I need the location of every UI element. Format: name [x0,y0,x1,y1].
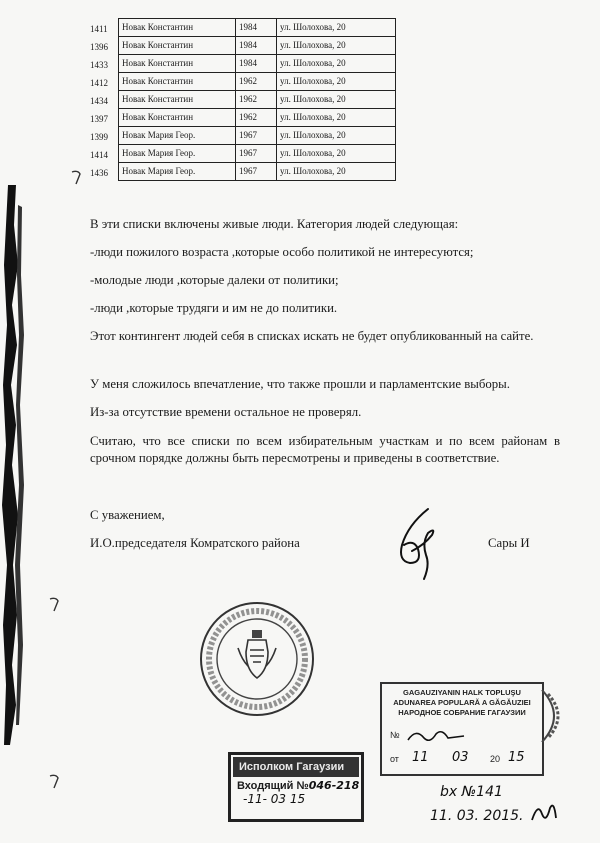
signatory-position: И.О.председателя Комратского района [90,536,300,550]
table-row [86,19,396,37]
closing-regards: С уважением, [90,508,165,522]
row-number: 1434 [86,91,119,109]
birth-year: 1962 [236,91,277,109]
row-number: 1433 [86,55,119,73]
row-number: 1397 [86,109,119,127]
row-number: 1399 [86,127,119,145]
paragraph-no-time: Из-за отсутствие времени остальное не проверял. [90,405,362,419]
table-row [86,145,396,163]
birth-year: 1962 [236,109,277,127]
table-row [86,73,396,91]
paragraph-parliament: У меня сложилось впечатление, что также прошли и парламентские выборы. [90,377,510,391]
voter-address: ул. Шолохова, 20 [277,109,396,127]
stamp-number-label: № [390,730,400,740]
executive-incoming-stamp [228,752,364,822]
stamp-executive-header: Исполком Гагаузии [233,757,359,777]
handwritten-note: bx №141 [440,784,503,800]
stamp-line-romanian: ADUNAREA POPULARĂ A GĂGĂUZIEI [393,698,531,707]
row-number: 1412 [86,73,119,91]
voter-name: Новак Константин [119,55,236,73]
handwritten-signature [388,505,448,585]
voter-address: ул. Шолохова, 20 [277,127,396,145]
birth-year: 1967 [236,145,277,163]
margin-mark [70,168,84,188]
row-number: 1414 [86,145,119,163]
birth-year: 1967 [236,127,277,145]
birth-year: 1984 [236,55,277,73]
row-number: 1396 [86,37,119,55]
voter-name: Новак Мария Геор. [119,163,236,181]
handwritten-initials [528,800,560,826]
stamp-month: 03 [452,750,469,765]
voter-name: Новак Константин [119,91,236,109]
voter-address: ул. Шолохова, 20 [277,37,396,55]
table-row [86,55,396,73]
voter-name: Новак Мария Геор. [119,145,236,163]
table-row [86,127,396,145]
stamp-incoming-number: 046-218 [308,779,360,792]
birth-year: 1967 [236,163,277,181]
paragraph-workers: -люди ,которые трудяги и им не до политики. [90,301,338,315]
birth-year: 1984 [236,37,277,55]
voter-address: ул. Шолохова, 20 [277,91,396,109]
stamp-line-gagauz: GAGAUZIYANIN HALK TOPLUŞU [403,688,521,697]
margin-mark [48,595,62,615]
stamp-incoming-date: -11- 03 15 [243,792,306,806]
table-row [86,91,396,109]
stamp-from-label: от [390,754,399,764]
voter-name: Новак Константин [119,19,236,37]
paragraph-contingent: Этот контингент людей себя в списках искать не будет опубликованный на сайте. [90,329,534,343]
paragraph-young: -молодые люди ,которые далеки от политики; [90,273,339,287]
assembly-registration-stamp [380,682,544,776]
voter-name: Новак Константин [119,37,236,55]
voter-address: ул. Шолохова, 20 [277,19,396,37]
paragraph-conclusion: Считаю, что все списки по всем избирательным участкам и по всем районам в срочном порядке должны быть пересмотрены и приведены в соответствие. [90,434,560,465]
stamp-incoming-label: Входящий № [237,780,309,792]
voter-list-table [86,18,396,181]
paragraph-elderly: -люди пожилого возраста ,которые особо политикой не интересуются; [90,245,474,259]
scan-edge-shadow [0,185,30,745]
paragraph-categories: В эти списки включены живые люди. Категория людей следующая: [90,217,459,231]
row-number: 1436 [86,163,119,181]
stamp-year-prefix: 20 [490,754,501,764]
voter-address: ул. Шолохова, 20 [277,163,396,181]
stamp-year-suffix: 15 [508,750,525,765]
table-row [86,109,396,127]
stamp-line-russian: НАРОДНОЕ СОБРАНИЕ ГАГАУЗИИ [398,708,526,717]
partial-seal [538,686,568,746]
signatory-name: Сары И [488,536,530,550]
margin-mark [48,772,62,792]
voter-address: ул. Шолохова, 20 [277,73,396,91]
birth-year: 1984 [236,19,277,37]
stamp-day: 11 [412,750,429,765]
voter-name: Новак Мария Геор. [119,127,236,145]
row-number: 1411 [86,19,119,37]
voter-name: Новак Константин [119,73,236,91]
birth-year: 1962 [236,73,277,91]
voter-name: Новак Константин [119,109,236,127]
voter-address: ул. Шолохова, 20 [277,55,396,73]
table-row [86,37,396,55]
table-row [86,163,396,181]
handwritten-date: 11. 03. 2015. [430,808,524,824]
stamp-number-scribble [406,726,466,746]
round-official-seal [198,600,316,718]
voter-address: ул. Шолохова, 20 [277,145,396,163]
